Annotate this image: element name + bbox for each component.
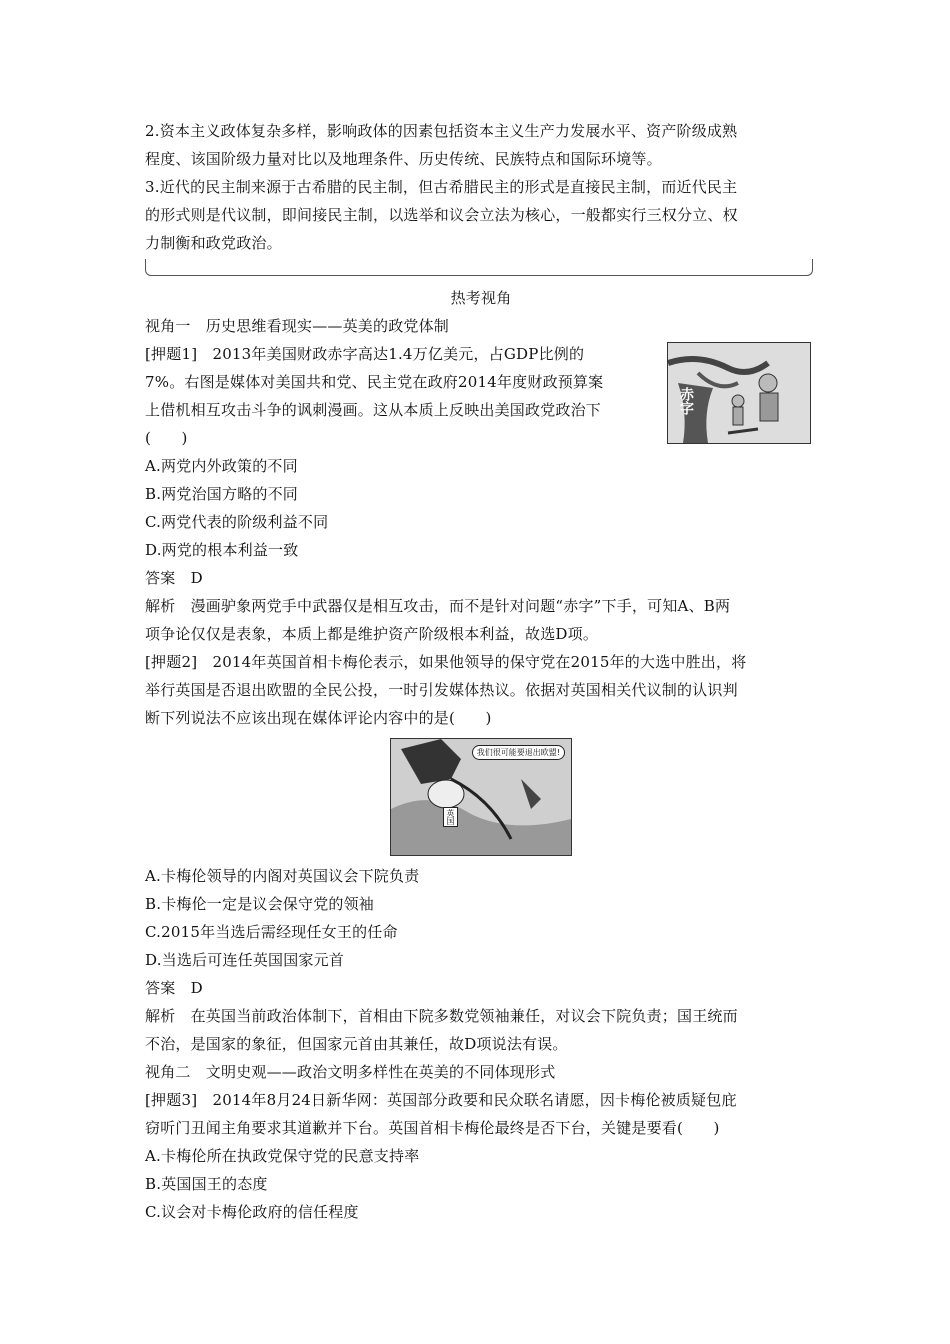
q1-line: [押题1] 2013年美国财政赤字高达1.4万亿美元，占GDP比例的 [145, 345, 585, 363]
cartoon-brexit-image [390, 738, 572, 856]
q2-option: D.当选后可连任英国国家元首 [145, 951, 345, 969]
cartoon-deficit-image [667, 342, 811, 444]
q2-answer: 答案 D [145, 979, 203, 997]
q1-line: ( ) [145, 429, 188, 447]
q3-option: C.议会对卡梅伦政府的信任程度 [145, 1203, 359, 1221]
q1-analysis: 解析 漫画驴象两党手中武器仅是相互攻击，而不是针对问题“赤字”下手，可知A、B两 [145, 597, 731, 615]
q1-option: D.两党的根本利益一致 [145, 541, 299, 559]
cartoon-deficit-label: 赤字 [678, 387, 694, 415]
document-page [145, 117, 817, 1226]
q3-line: [押题3] 2014年8月24日新华网：英国部分政要和民众联名请愿，因卡梅伦被质疑包庇 [145, 1091, 737, 1109]
q2-line: [押题2] 2014年英国首相卡梅伦表示，如果他领导的保守党在2015年的大选中胜出，将 [145, 653, 747, 671]
q1-option: C.两党代表的阶级利益不同 [145, 513, 329, 531]
q3-line: 窃听门丑闻主角要求其道歉并下台。英国首相卡梅伦最终是否下台，关键是要看( ) [145, 1119, 720, 1137]
q1-option: A.两党内外政策的不同 [145, 457, 298, 475]
q2-analysis: 不治，是国家的象征，但国家元首由其兼任，故D项说法有误。 [145, 1035, 568, 1053]
question-1 [145, 340, 817, 452]
q2-option: B.卡梅伦一定是议会保守党的领袖 [145, 895, 374, 913]
box-border [145, 259, 813, 276]
q1-line: 上借机相互攻击斗争的讽刺漫画。这从本质上反映出美国政党政治下 [145, 401, 602, 419]
q2-line: 断下列说法不应该出现在媒体评论内容中的是( ) [145, 709, 492, 727]
q3-option: A.卡梅伦所在执政党保守党的民意支持率 [145, 1147, 420, 1165]
q1-option: B.两党治国方略的不同 [145, 485, 298, 503]
q2-analysis: 解析 在英国当前政治体制下，首相由下院多数党领袖兼任，对议会下院负责；国王统而 [145, 1007, 738, 1025]
intro-p2-line: 程度、该国阶级力量对比以及地理条件、历史传统、民族特点和国际环境等。 [145, 150, 662, 168]
q3-option: B.英国国王的态度 [145, 1175, 268, 1193]
intro-p3-line: 的形式则是代议制，即间接民主制，以选举和议会立法为核心，一般都实行三权分立、权 [145, 206, 738, 224]
view-heading-1: 视角一 历史思维看现实——英美的政党体制 [145, 317, 450, 335]
intro-p3-line: 3.近代的民主制来源于古希腊的民主制，但古希腊民主的形式是直接民主制，而近代民主 [145, 178, 738, 196]
speech-bubble: 我们很可能要退出欧盟! [472, 745, 565, 760]
section-title: 热考视角 [450, 289, 512, 307]
view-heading-2: 视角二 文明史观——政治文明多样性在英美的不同体现形式 [145, 1063, 556, 1081]
q2-line: 举行英国是否退出欧盟的全民公投，一时引发媒体热议。依据对英国相关代议制的认识判 [145, 681, 738, 699]
q1-answer: 答案 D [145, 569, 203, 587]
cartoon-brexit-label: 英国 [443, 807, 458, 827]
intro-p2-line: 2.资本主义政体复杂多样，影响政体的因素包括资本主义生产力发展水平、资产阶级成熟 [145, 122, 738, 140]
intro-p3-line: 力制衡和政党政治。 [145, 234, 282, 252]
q1-analysis: 项争论仅仅是表象，本质上都是维护资产阶级根本利益，故选D项。 [145, 625, 599, 643]
q2-option: C.2015年当选后需经现任女王的任命 [145, 923, 398, 941]
q1-line: 7%。右图是媒体对美国共和党、民主党在政府2014年度财政预算案 [145, 373, 604, 391]
q2-option: A.卡梅伦领导的内阁对英国议会下院负责 [145, 867, 420, 885]
